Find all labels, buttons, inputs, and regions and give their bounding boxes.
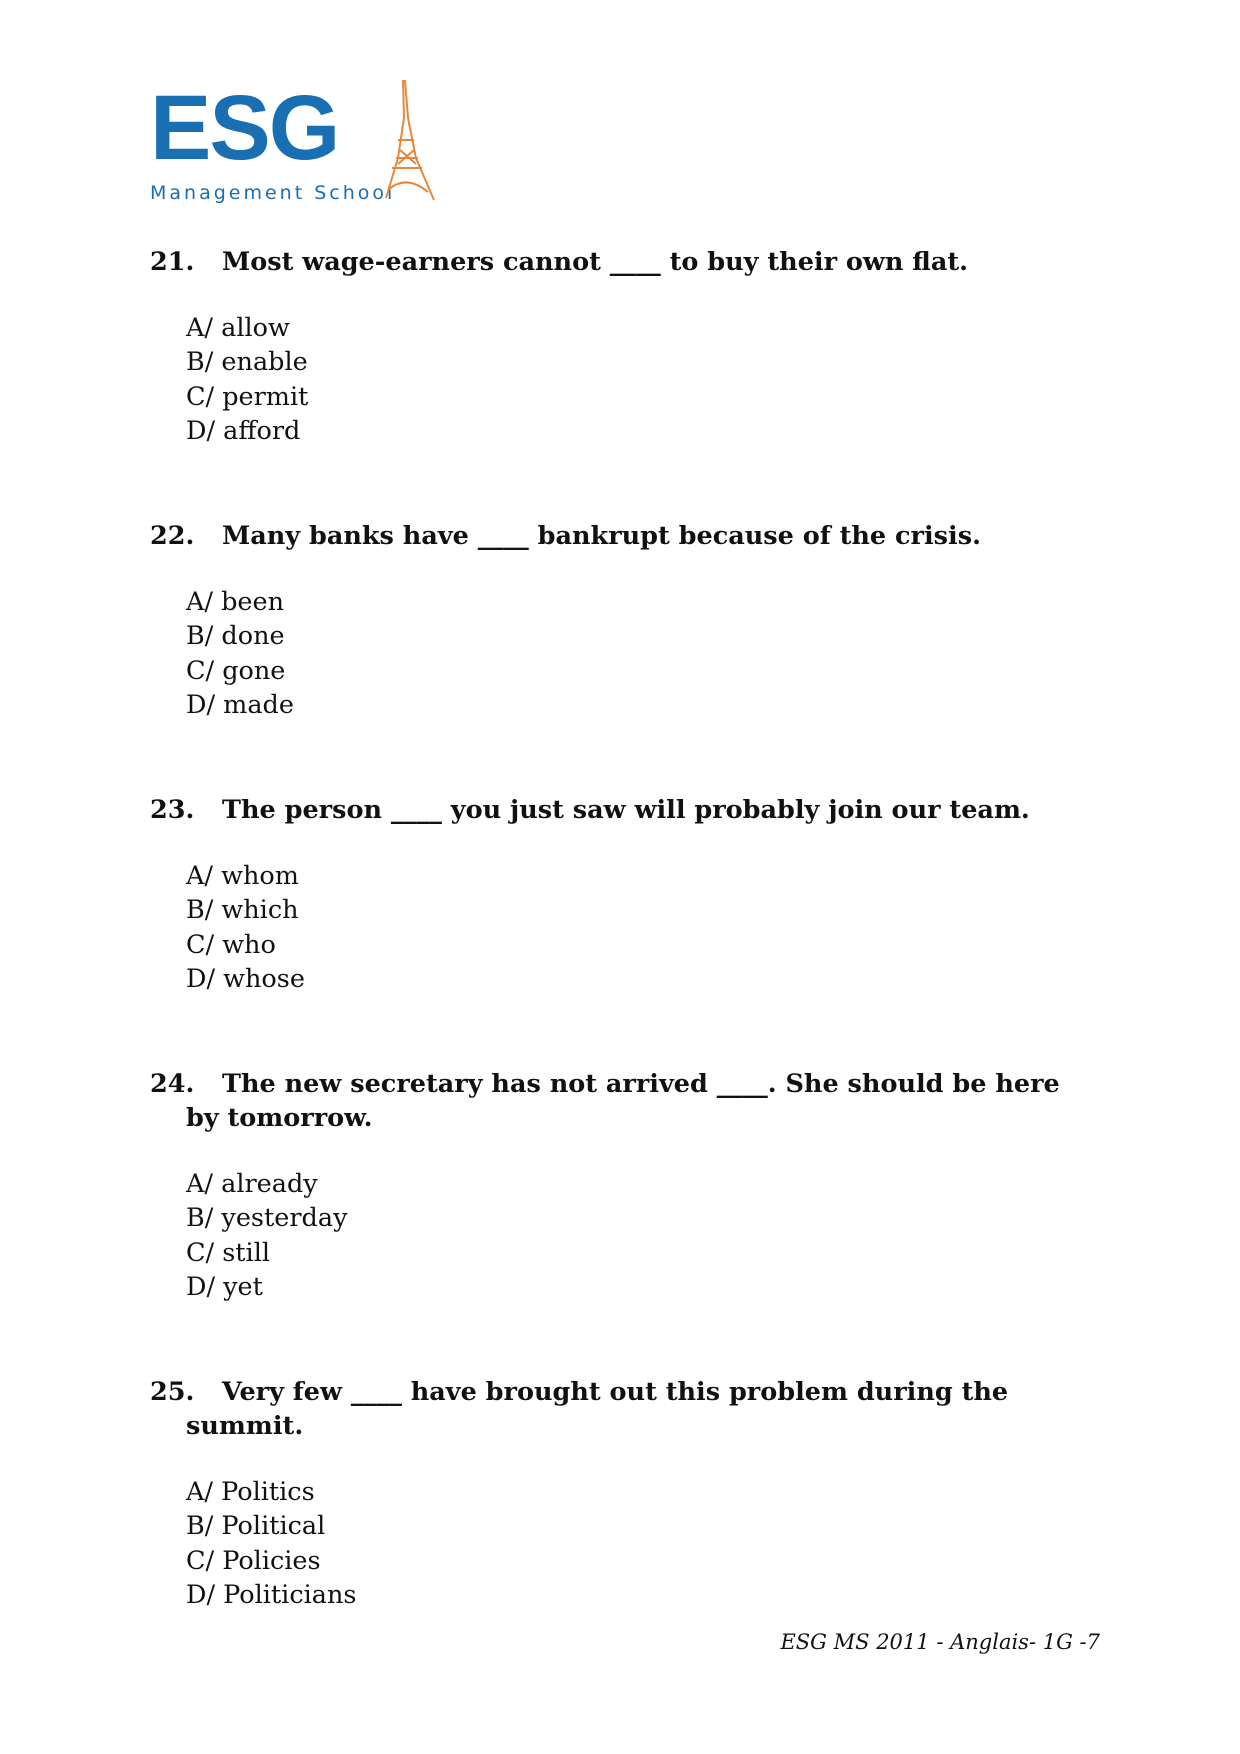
answer-option[interactable]: B/ yesterday	[186, 1203, 348, 1234]
answer-options	[186, 311, 1090, 448]
question-text: Most wage-earners cannot ____ to buy their own flat.	[222, 247, 969, 277]
answer-option[interactable]: B/ enable	[186, 347, 308, 378]
page-footer: ESG MS 2011 - Anglais- 1G -7	[780, 1630, 1100, 1654]
question-24	[150, 1067, 1090, 1304]
question-23	[150, 793, 1090, 996]
question-text: The new secretary has not arrived ____. She should be here by tomorrow.	[186, 1069, 1060, 1133]
question-text: The person ____ you just saw will probably join our team.	[222, 795, 1030, 825]
answer-option[interactable]: A/ been	[186, 587, 285, 617]
answer-option[interactable]: A/ Politics	[186, 1477, 315, 1507]
answer-option[interactable]: C/ who	[186, 929, 276, 960]
answer-options	[186, 1475, 1090, 1612]
answer-option[interactable]: C/ still	[186, 1237, 271, 1268]
answer-options	[186, 859, 1090, 996]
answer-option[interactable]: D/ afford	[186, 415, 301, 446]
answer-option[interactable]: A/ allow	[186, 313, 290, 343]
question-number: 24.	[150, 1069, 195, 1099]
answer-option[interactable]: B/ Political	[186, 1511, 326, 1542]
question-stem	[150, 1375, 1090, 1443]
answer-option[interactable]: A/ already	[186, 1169, 318, 1199]
answer-option[interactable]: B/ done	[186, 621, 285, 652]
question-stem	[150, 519, 1090, 553]
answer-options	[186, 585, 1090, 722]
question-stem	[150, 793, 1090, 827]
answer-option[interactable]: D/ yet	[186, 1271, 263, 1302]
answer-option[interactable]: D/ Politicians	[186, 1579, 357, 1610]
answer-option[interactable]: D/ whose	[186, 963, 305, 994]
question-number: 22.	[150, 521, 195, 551]
eiffel-tower-icon	[378, 78, 438, 208]
logo-subtitle: Management School	[150, 182, 396, 204]
question-21	[150, 245, 1090, 448]
answer-option[interactable]: C/ Policies	[186, 1545, 321, 1576]
logo-wordmark: ESG	[150, 77, 339, 179]
question-stem	[150, 1067, 1090, 1135]
question-text: Very few ____ have brought out this problem during the summit.	[186, 1377, 1009, 1441]
question-number: 23.	[150, 795, 195, 825]
answer-options	[186, 1167, 1090, 1304]
question-25	[150, 1375, 1090, 1612]
answer-option[interactable]: D/ made	[186, 689, 294, 720]
question-text: Many banks have ____ bankrupt because of the crisis.	[222, 521, 981, 551]
answer-option[interactable]: C/ permit	[186, 381, 309, 412]
answer-option[interactable]: A/ whom	[186, 861, 299, 891]
answer-option[interactable]: B/ which	[186, 895, 299, 926]
esg-logo	[150, 78, 440, 208]
question-number: 21.	[150, 247, 195, 277]
question-stem	[150, 245, 1090, 279]
question-number: 25.	[150, 1377, 195, 1407]
question-22	[150, 519, 1090, 722]
answer-option[interactable]: C/ gone	[186, 655, 286, 686]
